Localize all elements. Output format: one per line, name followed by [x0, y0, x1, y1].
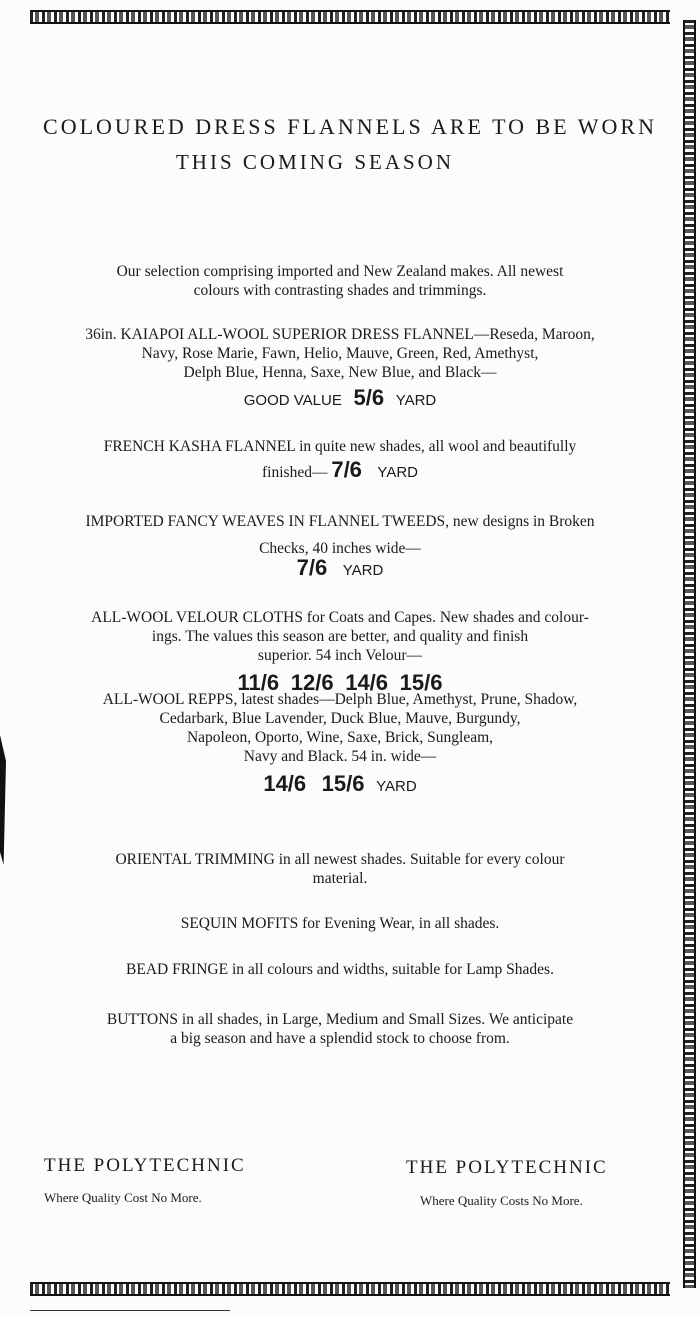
velour-line-3: superior. 54 inch Velour— [257, 647, 423, 664]
buttons-paragraph [40, 1010, 640, 1048]
intro-paragraph [40, 262, 640, 300]
velour-price-2: 12/6 [290, 670, 334, 695]
kasha-paragraph [40, 437, 640, 482]
kasha-price: 7/6 [331, 457, 362, 482]
velour-paragraph [40, 608, 640, 695]
kasha-unit: YARD [377, 464, 418, 481]
tweeds-price-line [40, 555, 640, 580]
rule-line [30, 1310, 230, 1311]
kaiapoi-price: 5/6 [353, 385, 385, 410]
kasha-line-1: FRENCH KASHA FLANNEL in quite new shades, all wool and beautifully [103, 438, 577, 455]
footer-right-name: THE POLYTECHNIC [406, 1157, 608, 1178]
velour-line-1: ALL-WOOL VELOUR CLOTHS for Coats and Capes. New shades and colour- [91, 609, 589, 626]
kaiapoi-line-2: Navy, Rose Marie, Fawn, Helio, Mauve, Green, Red, Amethyst, [141, 345, 539, 362]
velour-price-3: 14/6 [345, 670, 389, 695]
intro-line-1: Our selection comprising imported and New Zealand makes. All newest [116, 263, 564, 280]
kaiapoi-line-1: 36in. KAIAPOI ALL-WOOL SUPERIOR DRESS FLANNEL—Reseda, Maroon, [85, 326, 595, 343]
footer-left-tagline: Where Quality Cost No More. [44, 1190, 202, 1205]
repps-price-line [40, 771, 640, 796]
kaiapoi-line-3: Delph Blue, Henna, Saxe, New Blue, and Black— [183, 364, 497, 381]
tweeds-price: 7/6 [296, 555, 328, 580]
velour-price-4: 15/6 [399, 670, 443, 695]
kasha-line-2: finished— [262, 464, 328, 481]
tweeds-paragraph [40, 512, 640, 580]
sequin-line: SEQUIN MOFITS for Evening Wear, in all shades. [180, 915, 500, 932]
kaiapoi-unit: YARD [395, 392, 437, 409]
repps-line-1: ALL-WOOL REPPS, latest shades—Delph Blue, Amethyst, Prune, Shadow, [102, 691, 578, 708]
repps-paragraph [40, 690, 640, 796]
bead-line: BEAD FRINGE in all colours and widths, suitable for Lamp Shades. [126, 961, 554, 978]
repps-price-2: 15/6 [321, 771, 365, 796]
decorative-border-right [683, 20, 696, 1288]
repps-price-1: 14/6 [263, 771, 307, 796]
tweeds-unit: YARD [342, 562, 384, 579]
tweeds-line-2: Checks, 40 inches wide— [259, 540, 421, 557]
kaiapoi-price-line [40, 385, 640, 410]
headline-line-2: THIS COMING SEASON [175, 150, 455, 174]
tweeds-line-1: IMPORTED FANCY WEAVES IN FLANNEL TWEEDS, new designs in Broken [85, 513, 595, 530]
footer-right-tagline: Where Quality Costs No More. [420, 1193, 583, 1208]
good-value-label: GOOD VALUE [243, 392, 342, 409]
kasha-price-line [40, 457, 640, 482]
velour-price-1: 11/6 [237, 670, 280, 695]
print-smudge [0, 735, 6, 865]
footer-left-name: THE POLYTECHNIC [44, 1155, 246, 1176]
intro-line-2: colours with contrasting shades and trimmings. [193, 282, 487, 299]
repps-line-3: Napoleon, Oporto, Wine, Saxe, Brick, Sungleam, [186, 729, 494, 746]
oriental-paragraph [40, 850, 640, 888]
oriental-line-1: ORIENTAL TRIMMING in all newest shades. Suitable for every colour [115, 851, 565, 868]
kaiapoi-paragraph [40, 325, 640, 410]
oriental-line-2: material. [312, 870, 368, 887]
buttons-line-1: BUTTONS in all shades, in Large, Medium and Small Sizes. We anticipate [106, 1011, 574, 1028]
repps-line-2: Cedarbark, Blue Lavender, Duck Blue, Mauve, Burgundy, [159, 710, 521, 727]
buttons-line-2: a big season and have a splendid stock to choose from. [170, 1030, 510, 1047]
repps-line-4: Navy and Black. 54 in. wide— [243, 748, 437, 765]
velour-line-2: ings. The values this season are better, and quality and finish [151, 628, 529, 645]
decorative-border-bottom [30, 1282, 670, 1296]
decorative-border-top [30, 10, 670, 24]
headline-line-1: COLOURED DRESS FLANNELS ARE TO BE WORN [43, 114, 657, 139]
repps-unit: YARD [376, 778, 417, 795]
